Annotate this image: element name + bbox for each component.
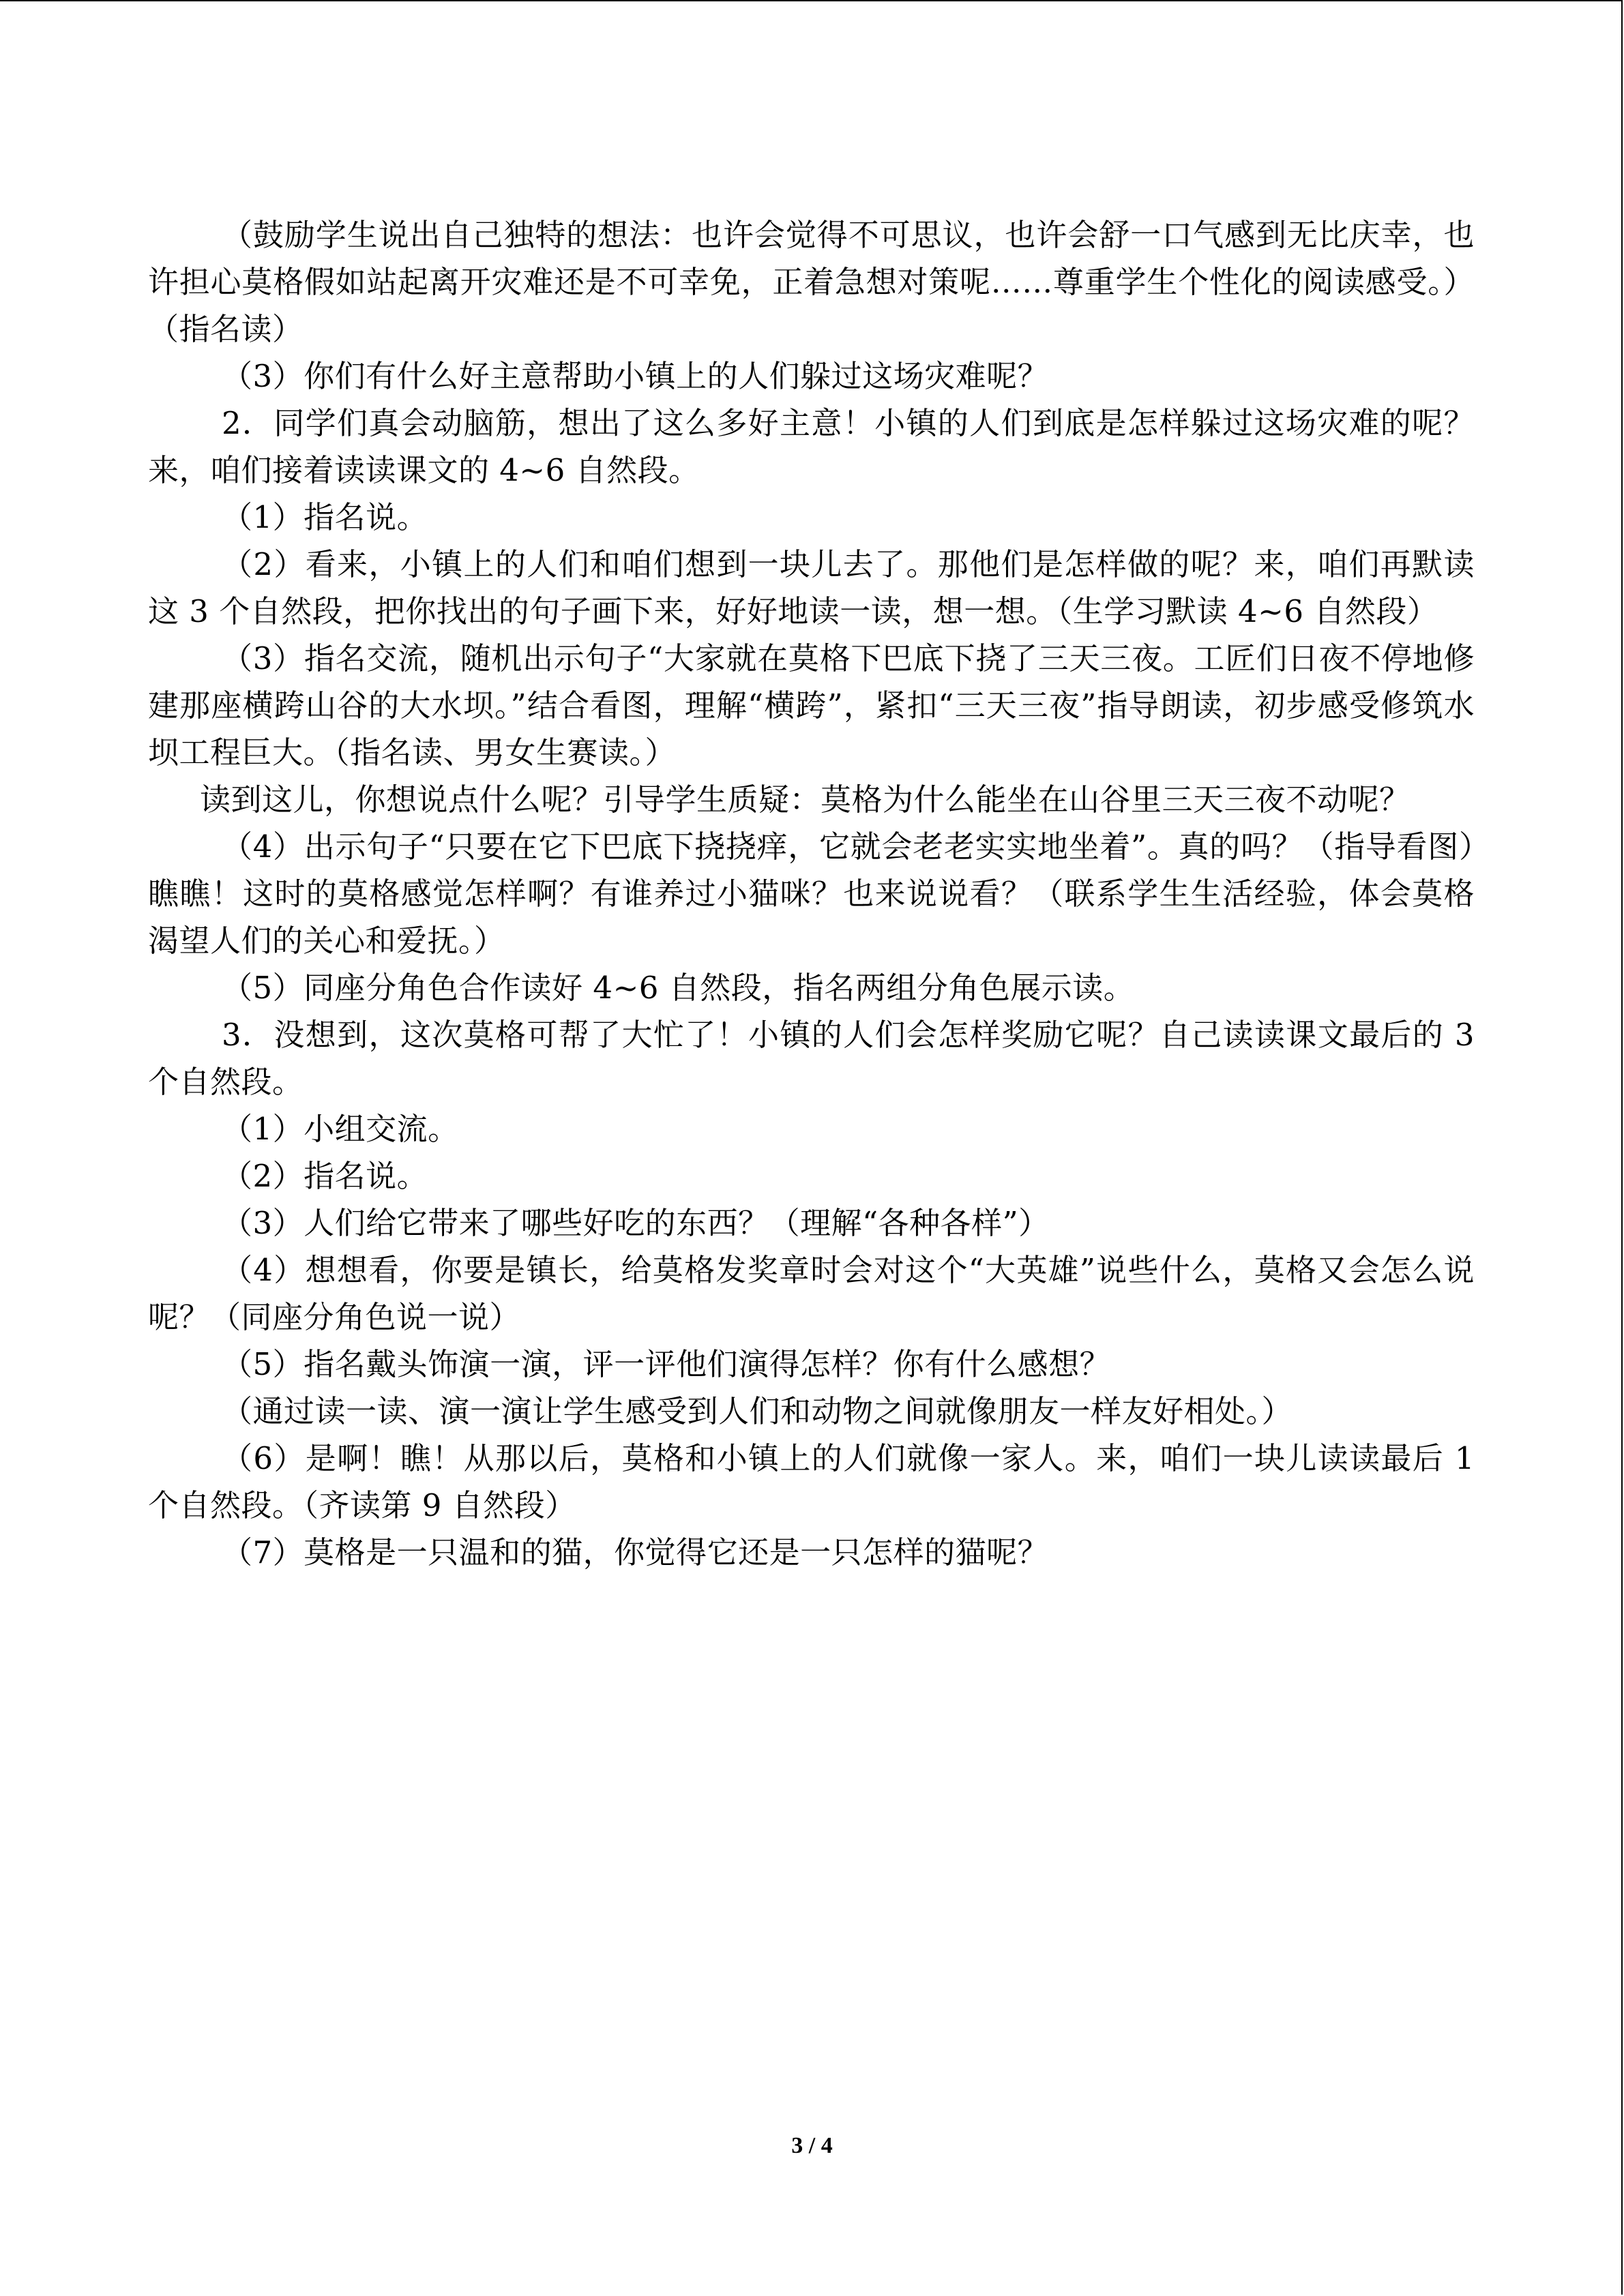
paragraph: （4）想想看，你要是镇长，给莫格发奖章时会对这个“大英雄”说些什么，莫格又会怎么说呢？（同座分角色说一说） (148, 1252, 1475, 1335)
paragraph: （4）出示句子“只要在它下巴底下挠挠痒，它就会老老实实地坐着”。真的吗？（指导看图）瞧瞧！这时的莫格感觉怎样啊？有谁养过小猫咪？也来说说看？（联系学生生活经验，体会莫格渴望人们的关心和爱抚。） (148, 829, 1475, 959)
paragraph: （通过读一读、演一演让学生感受到人们和动物之间就像朋友一样友好相处。） (222, 1393, 1293, 1429)
page-number: 3 / 4 (791, 2133, 833, 2158)
paragraph: 3．没想到，这次莫格可帮了大忙了！小镇的人们会怎样奖励它呢？自己读读课文最后的 3 个自然段。 (148, 1017, 1475, 1100)
paragraph: （5）同座分角色合作读好 4~6 自然段，指名两组分角色展示读。 (222, 970, 1135, 1006)
paragraph: （3）你们有什么好主意帮助小镇上的人们躲过这场灾难呢？ (222, 358, 1049, 394)
paragraph: （5）指名戴头饰演一演，评一评他们演得怎样？你有什么感想？ (222, 1346, 1111, 1382)
paragraph: （2）指名说。 (222, 1158, 428, 1194)
paragraph: （3）指名交流，随机出示句子“大家就在莫格下巴底下挠了三天三夜。工匠们日夜不停地修建那座横跨山谷的大水坝。”结合看图，理解“横跨”，紧扣“三天三夜”指导朗读，初步感受修筑水坝工程巨大。（指名读、男女生赛读。） (148, 640, 1475, 771)
paragraph: （6）是啊！瞧！从那以后，莫格和小镇上的人们就像一家人。来，咱们一块儿读读最后 1 个自然段。（齐读第 9 自然段） (148, 1440, 1475, 1523)
paragraph: （7）莫格是一只温和的猫，你觉得它还是一只怎样的猫呢？ (222, 1534, 1049, 1570)
paragraph: （2）看来，小镇上的人们和咱们想到一块儿去了。那他们是怎样做的呢？来，咱们再默读这 3 个自然段，把你找出的句子画下来，好好地读一读，想一想。（生学习默读 4~6 自然段） (148, 546, 1475, 629)
paragraph: （3）人们给它带来了哪些好吃的东西？（理解“各种各样”） (222, 1205, 1050, 1241)
paragraph: 读到这儿，你想说点什么呢？引导学生质疑：莫格为什么能坐在山谷里三天三夜不动呢？ (200, 781, 1411, 818)
paragraph: （1）小组交流。 (222, 1111, 459, 1147)
paragraph: （1）指名说。 (222, 499, 428, 535)
paragraph: （鼓励学生说出自己独特的想法：也许会觉得不可思议，也许会舒一口气感到无比庆幸，也许担心莫格假如站起离开灾难还是不可幸免，正着急想对策呢……尊重学生个性化的阅读感受。）（指名读） (148, 217, 1475, 347)
paragraph: 2．同学们真会动脑筋，想出了这么多好主意！小镇的人们到底是怎样躲过这场灾难的呢？来，咱们接着读读课文的 4~6 自然段。 (148, 405, 1475, 488)
document-body (148, 211, 1475, 1576)
